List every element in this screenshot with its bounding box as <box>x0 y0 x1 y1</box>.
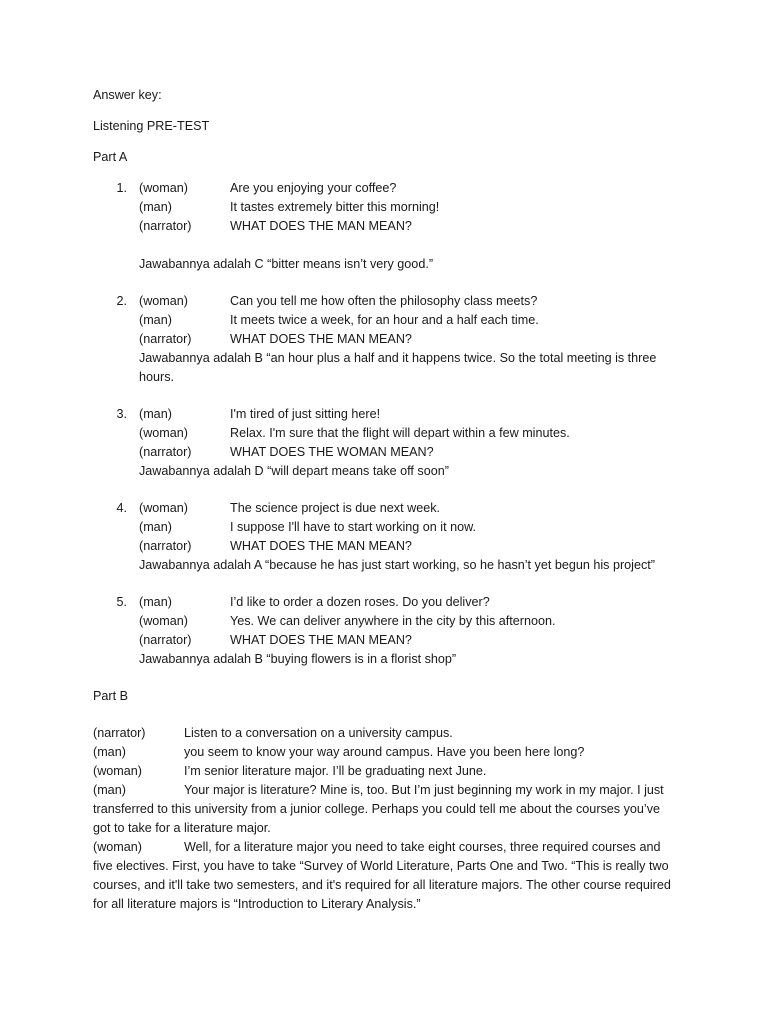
utterance: Are you enjoying your coffee? <box>230 181 397 195</box>
speaker-label: (narrator) <box>139 332 192 346</box>
test-title: Listening PRE-TEST <box>93 119 210 133</box>
utterance: WHAT DOES THE MAN MEAN? <box>230 539 412 553</box>
utterance: Your major is literature? Mine is, too. But I’m just beginning my work in my major. I just transferred to this university from a junior college. Perhaps you could tell me about the courses you’ve got to take for a literature major. <box>93 783 664 835</box>
speaker-label: (woman) <box>139 426 188 440</box>
speaker-label: (woman) <box>139 294 188 308</box>
item-number: 2. <box>116 294 127 308</box>
speaker-label: (man) <box>139 520 172 534</box>
speaker-label: (narrator) <box>139 445 192 459</box>
utterance: It meets twice a week, for an hour and a half each time. <box>230 313 539 327</box>
item-number: 4. <box>116 501 127 515</box>
speaker-label: (man) <box>139 200 172 214</box>
conversation-paragraph <box>93 838 673 914</box>
speaker-label: (man) <box>139 407 172 421</box>
utterance: The science project is due next week. <box>230 501 441 515</box>
speaker-label: (woman) <box>93 764 142 778</box>
item-number: 5. <box>116 595 127 609</box>
speaker-label: (man) <box>139 313 172 327</box>
utterance: I'm tired of just sitting here! <box>230 407 381 421</box>
speaker-label: (woman) <box>139 501 188 515</box>
utterance: Can you tell me how often the philosophy class meets? <box>230 294 538 308</box>
part-b-heading: Part B <box>93 689 128 703</box>
answer-text: Jawabannya adalah B “an hour plus a half and it happens twice. So the total meeting is three hours. <box>139 351 657 384</box>
speaker-label: (woman) <box>93 840 142 854</box>
utterance: Well, for a literature major you need to take eight courses, three required courses and five electives. First, you have to take “Survey of World Literature, Parts One and Two. “This is really two courses, and it'll take two semesters, and it's required for all literature majors. The other course required for all literature majors is “Introduction to Literary Analysis.” <box>93 840 671 911</box>
conversation-paragraph <box>93 781 673 838</box>
utterance: WHAT DOES THE MAN MEAN? <box>230 219 412 233</box>
item-number: 3. <box>116 407 127 421</box>
speaker-label: (woman) <box>139 181 188 195</box>
answer-key-heading: Answer key: <box>93 88 162 102</box>
utterance: Relax. I'm sure that the flight will depart within a few minutes. <box>230 426 570 440</box>
utterance: I’m senior literature major. I’ll be graduating next June. <box>184 764 487 778</box>
speaker-label: (narrator) <box>139 633 192 647</box>
speaker-label: (woman) <box>139 614 188 628</box>
utterance: you seem to know your way around campus. Have you been here long? <box>184 745 585 759</box>
answer-text: Jawabannya adalah A “because he has just start working, so he hasn’t yet begun his project” <box>139 558 655 572</box>
utterance: WHAT DOES THE WOMAN MEAN? <box>230 445 434 459</box>
speaker-label: (man) <box>93 745 126 759</box>
utterance: It tastes extremely bitter this morning! <box>230 200 440 214</box>
utterance: WHAT DOES THE MAN MEAN? <box>230 633 412 647</box>
utterance: I’d like to order a dozen roses. Do you deliver? <box>230 595 490 609</box>
utterance: WHAT DOES THE MAN MEAN? <box>230 332 412 346</box>
speaker-label: (man) <box>93 783 126 797</box>
answer-text: Jawabannya adalah C “bitter means isn’t very good.” <box>139 257 434 271</box>
utterance: I suppose I'll have to start working on it now. <box>230 520 477 534</box>
item-number: 1. <box>116 181 127 195</box>
speaker-label: (narrator) <box>93 726 146 740</box>
speaker-label: (narrator) <box>139 219 192 233</box>
answer-text: Jawabannya adalah B “buying flowers is in a florist shop” <box>139 652 457 666</box>
answer-text: Jawabannya adalah D “will depart means take off soon” <box>139 464 449 478</box>
utterance: Yes. We can deliver anywhere in the city by this afternoon. <box>230 614 556 628</box>
speaker-label: (man) <box>139 595 172 609</box>
speaker-label: (narrator) <box>139 539 192 553</box>
part-a-heading: Part A <box>93 150 128 164</box>
utterance: Listen to a conversation on a university campus. <box>184 726 453 740</box>
